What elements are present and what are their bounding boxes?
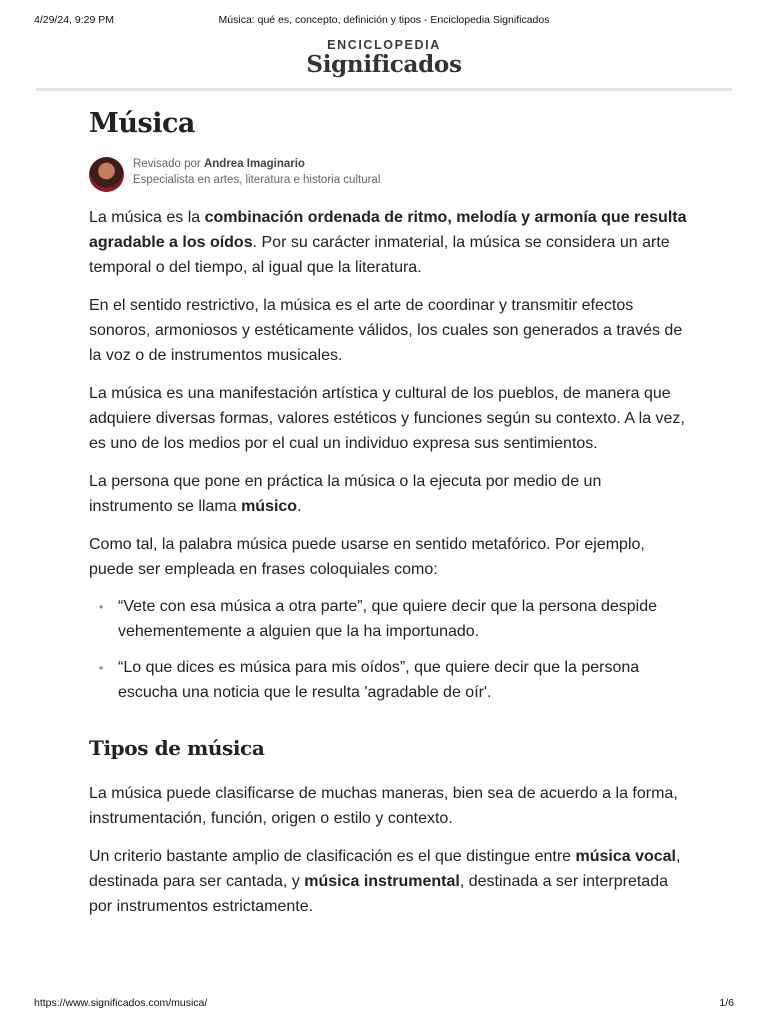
paragraph-2: En el sentido restrictivo, la música es el arte de coordinar y transmitir efectos sonoros, armoniosos y estéticamente válidos, los cuales son generados a través de la voz o de instrumentos musicales.: [89, 297, 683, 364]
reviewer-prefix: Revisado por: [133, 158, 204, 170]
print-date: 4/29/24, 9:29 PM: [34, 14, 114, 26]
paragraph-6: La música puede clasificarse de muchas maneras, bien sea de acuerdo a la forma, instrumentación, función, origen o estilo y contexto.: [89, 785, 678, 827]
logo-main-text: Significados: [306, 51, 462, 78]
reviewer-text: [133, 157, 380, 188]
p7-bold-1: música vocal: [575, 848, 676, 865]
article-body: [89, 205, 689, 919]
paragraph-3: La música es una manifestación artística y cultural de los pueblos, de manera que adquiere diversas formas, valores estéticos y funciones según su contexto. A la vez, es uno de los medios por el cual un individuo expresa sus sentimientos.: [89, 385, 685, 452]
reviewer-role: Especialista en artes, literatura e historia cultural: [133, 173, 381, 186]
list-item: • “Lo que dices es música para mis oídos”, que quiere decir que la persona escucha una noticia que le resulta 'agradable de oír'.: [118, 656, 689, 705]
avatar[interactable]: [89, 157, 124, 192]
print-page-title: Música: qué es, concepto, definición y tipos - Enciclopedia Significados: [218, 14, 550, 26]
section-heading: Tipos de música: [89, 736, 265, 760]
paragraph-4: [89, 469, 689, 519]
p7-text-c: , destinada para ser cantada, y: [89, 848, 681, 890]
p7-text-e: , destinada a ser interpretada por instrumentos estrictamente.: [89, 873, 668, 915]
examples-list: [89, 595, 689, 705]
reviewer-block: [89, 157, 689, 193]
p7-bold-2: música instrumental: [304, 873, 460, 890]
p7-text-a: Un criterio bastante amplio de clasificación es el que distingue entre: [89, 848, 576, 865]
p1-text-c: . Por su carácter inmaterial, la música se considera un arte temporal o del tiempo, al igual que la literatura.: [89, 234, 670, 276]
paragraph-7: [89, 844, 689, 919]
p4-text-c: .: [297, 498, 302, 515]
logo-top-text: ENCICLOPEDIA: [327, 38, 441, 52]
list-item: • “Vete con esa música a otra parte”, que quiere decir que la persona despide vehementemente a alguien que la ha importunado.: [118, 595, 689, 644]
header-divider: [36, 88, 732, 91]
p4-text-a: La persona que pone en práctica la música o la ejecuta por medio de un instrumento se llama: [89, 473, 602, 515]
p1-bold: combinación ordenada de ritmo, melodía y armonía que resulta agradable a los oídos: [89, 209, 687, 251]
article: [89, 104, 689, 932]
site-logo[interactable]: [0, 38, 768, 78]
reviewer-name[interactable]: Andrea Imaginario: [203, 158, 305, 170]
print-url: https://www.significados.com/musica/: [34, 997, 208, 1009]
p4-bold: músico: [241, 498, 298, 515]
p1-text-a: La música es la: [89, 209, 205, 226]
article-title: Música: [89, 108, 195, 139]
paragraph-5: Como tal, la palabra música puede usarse en sentido metafórico. Por ejemplo, puede ser empleada en frases coloquiales como:: [89, 536, 645, 578]
paragraph-1: [89, 205, 689, 280]
print-page-number: 1/6: [719, 997, 734, 1009]
